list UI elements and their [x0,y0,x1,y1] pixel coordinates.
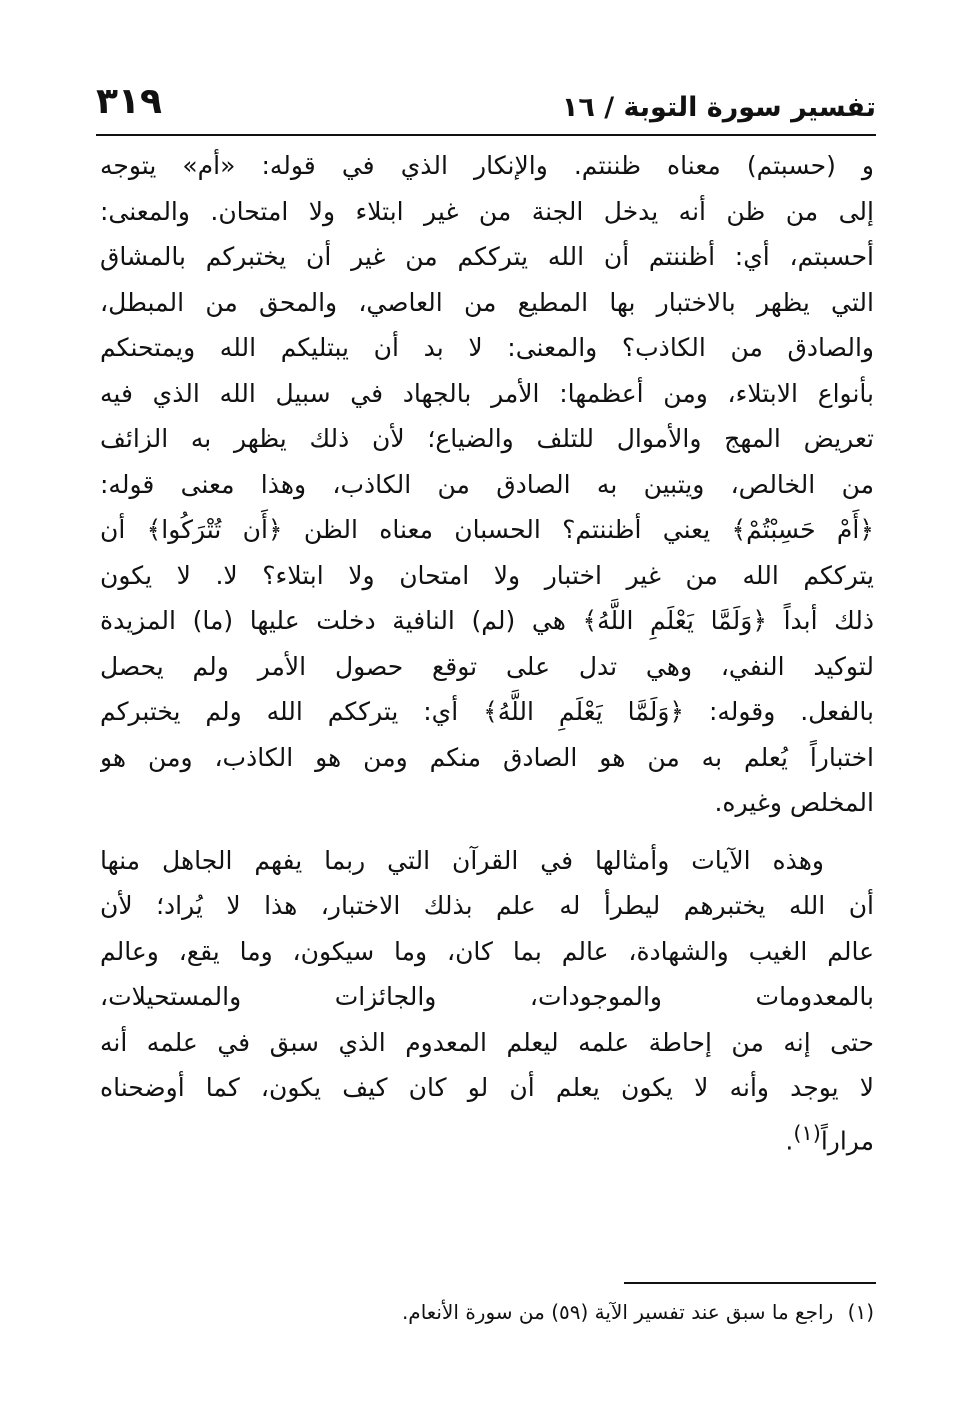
text-line: التي يظهر بالاختبار بها المطيع من العاصي، والمحق من المبطل، [100,287,874,317]
text-line: أن الله يختبرهم ليطرأ له علم بذلك الاختبار، هذا لا يُراد؛ لأن [100,891,874,920]
text-line: و (حسبتم) معناه ظننتم. والإنكار الذي في قوله: «أم» يتوجه [100,151,874,180]
footnote-rule [624,1282,876,1284]
text-line-quran: ذلك أبداً ﴿وَلَمَّا يَعْلَمِ اللَّهُ﴾ هي (لم) النافية دخلت عليها (ما) المزيدة [100,606,874,635]
text-line: أحسبتم، أي: أظننتم أن الله يترككم من غير أن يختبركم بالمشاق [100,242,874,271]
page-header [96,80,876,130]
footnote-marker: (١) [847,1300,874,1324]
header-rule [96,134,876,136]
footnote [96,1294,874,1330]
footnote-text: راجع ما سبق عند تفسير الآية (٥٩) من سورة الأنعام. [401,1300,834,1324]
text-line: بأنواع الابتلاء، ومن أعظمها: الأمر بالجهاد في سبيل الله الذي فيه [100,378,874,408]
paragraph-2 [100,838,874,1164]
text-line: حتى إنه من إحاطة علمه ليعلم المعدوم الذي سبق في علمه أنه [100,1027,874,1057]
text-line: بالمعدومات والموجودات، والجائزات والمستحيلات، [100,982,874,1011]
text-line: عالم الغيب والشهادة، عالم بما كان، وما سيكون، وما يقع، وعالم [100,936,874,966]
text-line: وهذه الآيات وأمثالها في القرآن التي ربما يفهم الجاهل منها [100,845,824,875]
text-line: يترككم الله من غير اختبار ولا امتحان ولا ابتلاء؟ لا. لا يكون [100,560,874,590]
text-line: اختباراً يُعلم به من هو الصادق منكم ومن هو الكاذب، ومن هو [100,742,874,772]
text-fragment: مراراً [820,1125,874,1155]
text-line: تعريض المهج والأموال للتلف والضياع؛ لأن ذلك يظهر به الزائف [100,424,874,453]
page-number: ٣١٩ [96,81,162,122]
body-text [100,143,874,1163]
text-line-quran: ﴿أَمْ حَسِبْتُمْ﴾ يعني أظننتم؟ الحسبان معناه الظن ﴿أَن تُتْرَكُوا﴾ أن [100,515,874,544]
footnote-reference: (١) [793,1120,821,1145]
text-line-quran: بالفعل. وقوله: ﴿وَلَمَّا يَعْلَمِ اللَّهُ﴾ أي: يترككم الله ولم يختبركم [100,697,874,726]
text-line: من الخالص، ويتبين به الصادق من الكاذب، وهذا معنى قوله: [100,469,874,499]
text-line: والصادق من الكاذب؟ والمعنى: لا بد أن يبتليكم الله ويمتحنكم [100,333,874,362]
text-line: مراراً$^{(١)}$. [785,1120,874,1155]
text-line: المخلص وغيره. [714,788,874,817]
running-title: تفسير سورة التوبة / ١٦ [561,92,876,123]
text-line: لا يوجد وأنه لا يكون يعلم أن لو كان كيف يكون، كما أوضحناه [100,1073,874,1102]
paragraph-1 [100,143,874,826]
text-line: لتوكيد النفي، وهي تدل على توقع حصول الأمر ولم يحصل [100,651,874,681]
text-line: إلى من ظن أنه يدخل الجنة من غير ابتلاء ولا امتحان. والمعنى: [100,196,874,226]
